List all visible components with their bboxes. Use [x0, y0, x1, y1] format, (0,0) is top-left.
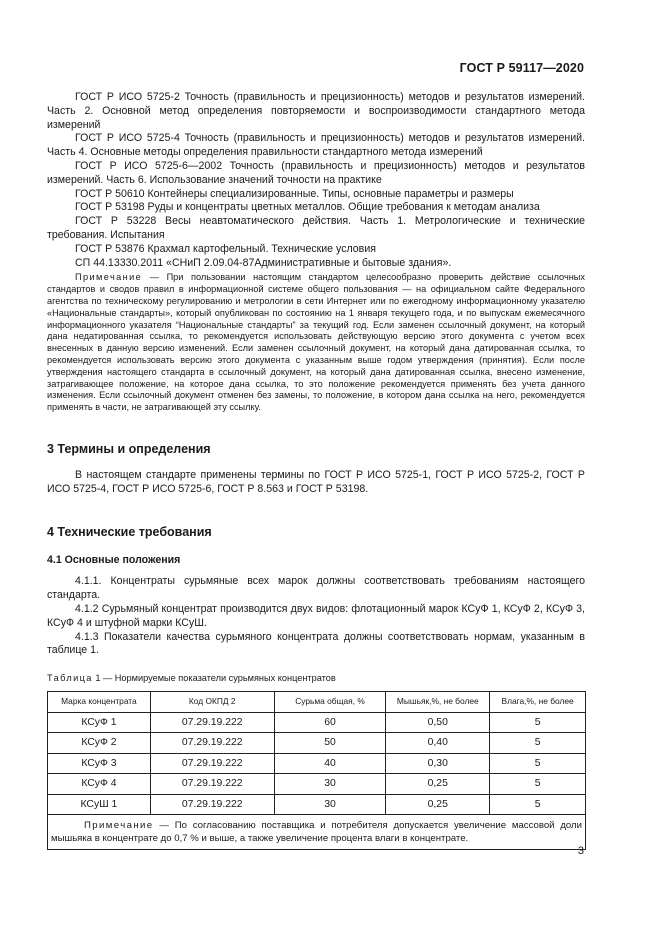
cell-arsenic: 0,30	[386, 753, 490, 774]
table-note-label: Примечание	[84, 820, 154, 832]
paragraph-4-1-2: 4.1.2 Сурьмяный концентрат производится двух видов: флотационный марок КСуФ 1, КСуФ 2, КСуФ 3, КСуФ 4 и штуфной марки КСуШ.	[47, 602, 585, 629]
page-number: 3	[577, 845, 584, 857]
paragraph-4-1-3: 4.1.3 Показатели качества сурьмяного концентрата должны соответствовать нормам, указанным в таблице 1.	[47, 630, 585, 657]
concentrates-table	[47, 691, 586, 850]
cell-grade: КСуШ 1	[48, 794, 151, 815]
page-content	[47, 91, 585, 850]
table-note-row	[48, 815, 586, 850]
table-row	[48, 712, 586, 733]
references-note	[47, 272, 585, 414]
header-arsenic: Мышьяк,%, не более	[386, 691, 490, 712]
paragraph-4-1-1: 4.1.1. Концентраты сурьмяные всех марок должны соответствовать требованиям настоящего стандарта.	[47, 575, 585, 602]
note-text: — При пользовании настоящим стандартом целесообразно проверить действие ссылочных стандартов и сводов правил в информационной системе общего пользования — на официальном сайте Федерального агентства по техническому регулированию и метрологии в сети Интернет или по ежегодному информационному указателю «Национальные стандарты», который опубликован по состоянию на 1 января текущего года, и по выпускам ежемесячного информационного указателя “Национальные стандарты” за текущий год. Если заменен ссылочный документ, на который дана недатированная ссылка, то рекомендуется использовать действующую версию этого документа с учетом всех внесенных в данную версию изменений. Если заменен ссылочный документ, на который дана датированная ссылка, то рекомендуется использовать версию этого документа с указанным выше годом утверждения (принятия). Если после утверждения настоящего стандарта в ссылочный документ, на который дана датированная ссылка, внесено изменение, затрагивающее положение, на которое дана ссылка, то это положение рекомендуется применять без учета данного изменения. Если ссылочный документ отменен без замены, то положение, в котором дана ссылка на него, рекомендуется применять в части, не затрагивающей эту ссылку.	[47, 272, 585, 413]
cell-grade: КСуФ 1	[48, 712, 151, 733]
table-caption-text: 1 — Нормируемые показатели сурьмяных концентратов	[92, 673, 336, 684]
header-grade: Марка концентрата	[48, 691, 151, 712]
reference-item: СП 44.13330.2011 «СНиП 2.09.04-87Административные и бытовые здания».	[75, 256, 452, 269]
section-4-title: 4 Технические требования	[47, 524, 212, 539]
cell-antimony: 60	[274, 712, 386, 733]
reference-item: ГОСТ Р 53876 Крахмал картофельный. Технические условия	[75, 242, 376, 255]
subsection-4-1-title: 4.1 Основные положения	[47, 553, 181, 566]
table-row	[48, 753, 586, 774]
cell-arsenic: 0,40	[386, 733, 490, 754]
cell-grade: КСуФ 2	[48, 733, 151, 754]
cell-arsenic: 0,25	[386, 794, 490, 815]
cell-antimony: 40	[274, 753, 386, 774]
table-caption-label: Таблица	[47, 673, 93, 684]
table-header-row	[48, 691, 586, 712]
section-3-text: В настоящем стандарте применены термины по ГОСТ Р ИСО 5725-1, ГОСТ Р ИСО 5725-2, ГОСТ Р ИСО 5725-4, ГОСТ Р ИСО 5725-6, ГОСТ Р 8.563 и ГОСТ Р 53198.	[47, 468, 585, 495]
header-moisture: Влага,%, не более	[490, 691, 586, 712]
table-row	[48, 733, 586, 754]
header-antimony: Сурьма общая, %	[274, 691, 386, 712]
cell-antimony: 30	[274, 794, 386, 815]
cell-grade: КСуФ 4	[48, 774, 151, 795]
document-header: ГОСТ Р 59117—2020	[459, 61, 584, 75]
table-row	[48, 774, 586, 795]
reference-item: ГОСТ Р 53198 Руды и концентраты цветных металлов. Общие требования к методам анализа	[75, 201, 540, 214]
cell-okpd-code: 07.29.19.222	[150, 733, 274, 754]
cell-moisture: 5	[490, 794, 586, 815]
section-3-title: 3 Термины и определения	[47, 441, 211, 456]
cell-antimony: 30	[274, 774, 386, 795]
table-note-text: — По согласованию поставщика и потребителя допускается увеличение массовой доли мышьяка в концентрате до 0,7 % и выше, а также увеличение процента влаги в концентрате.	[51, 820, 582, 844]
table-note	[48, 815, 586, 850]
cell-okpd-code: 07.29.19.222	[150, 794, 274, 815]
table-row	[48, 794, 586, 815]
cell-moisture: 5	[490, 733, 586, 754]
cell-moisture: 5	[490, 712, 586, 733]
reference-item: ГОСТ Р ИСО 5725-4 Точность (правильность и прецизионность) методов и результатов измерений. Часть 4. Основные методы определения правильности стандартного метода измерений	[47, 132, 585, 159]
cell-grade: КСуФ 3	[48, 753, 151, 774]
reference-item: ГОСТ Р 53228 Весы неавтоматического действия. Часть 1. Метрологические и технические требования. Испытания	[47, 215, 585, 241]
reference-item: ГОСТ Р 50610 Контейнеры специализированные. Типы, основные параметры и размеры	[75, 187, 514, 200]
cell-moisture: 5	[490, 753, 586, 774]
cell-antimony: 50	[274, 733, 386, 754]
header-okpd-code: Код ОКПД 2	[150, 691, 274, 712]
reference-item: ГОСТ Р ИСО 5725-2 Точность (правильность и прецизионность) методов и результатов измерений. Часть 2. Основной метод определения повторяемости и воспроизводимости стандартного метода измерений	[47, 91, 585, 131]
note-label: Примечание	[75, 272, 143, 283]
cell-okpd-code: 07.29.19.222	[150, 712, 274, 733]
cell-moisture: 5	[490, 774, 586, 795]
cell-arsenic: 0,50	[386, 712, 490, 733]
cell-arsenic: 0,25	[386, 774, 490, 795]
table-caption	[47, 672, 585, 686]
cell-okpd-code: 07.29.19.222	[150, 753, 274, 774]
cell-okpd-code: 07.29.19.222	[150, 774, 274, 795]
reference-item: ГОСТ Р ИСО 5725-6—2002 Точность (правильность и прецизионность) методов и результатов измерений. Часть 6. Использование значений точности на практике	[47, 159, 585, 186]
